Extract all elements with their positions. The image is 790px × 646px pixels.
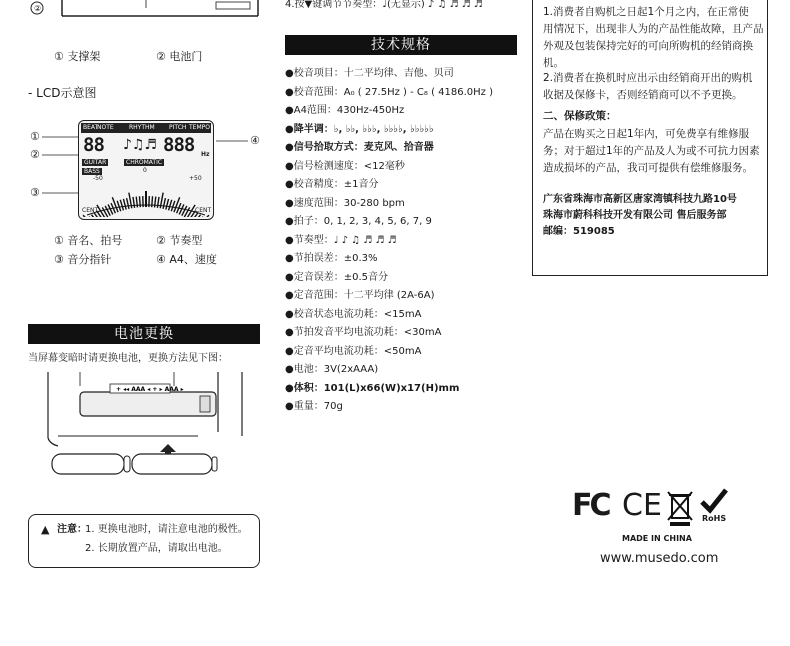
spec-line: ●定音平均电流功耗：<50mA	[285, 345, 422, 357]
para1-line-1: 1.消费者自购机之日起1个月之内，在正常使	[543, 6, 749, 18]
svg-text:②: ②	[34, 4, 42, 13]
spec-line: ●节拍发音平均电流功耗：<30mA	[285, 327, 442, 338]
notes-box	[28, 514, 260, 568]
cent-meter-needles	[79, 165, 213, 217]
address-line-1: 广东省珠海市高新区唐家湾镇科技九路10号	[543, 194, 737, 205]
lcd-plus-label: +50	[189, 175, 202, 182]
lcd-title: - LCD示意图	[28, 86, 97, 100]
para2-line-1: 2.消费者在换机时应出示由经销商开出的购机	[543, 72, 753, 84]
lcd-screen	[78, 120, 214, 220]
device-figure-top	[28, 0, 260, 22]
spec-line: ●节拍误差：±0.3%	[285, 253, 378, 264]
caption-battery-door: ② 电池门	[156, 50, 203, 63]
warranty-para-3	[543, 126, 760, 177]
cent-tick	[155, 197, 156, 208]
spec-line: ●A4范围：430Hz-450Hz	[285, 105, 405, 116]
warranty-para-2	[543, 70, 753, 104]
lcd-rhythm-label: RHYTHM	[129, 124, 155, 131]
lcd-cent-left: CENT	[82, 207, 99, 214]
spec-section-header: 技术规格	[285, 35, 517, 55]
step-4-text: 4.按▼键调节节奏型：♩(无显示) ♪ ♫ ♬ ♬ ♬	[285, 0, 483, 10]
para3-line-2: 务；对于超过1年的产品及人为或不可抗力因素	[543, 145, 760, 157]
cent-tick	[174, 197, 180, 212]
lcd-rhythm-notes: ♪♫♬	[123, 137, 158, 153]
lcd-cent-right: CENT	[195, 207, 212, 214]
lcd-chromatic-label: CHROMATIC	[126, 159, 163, 166]
lcd-note-digits: 88	[83, 134, 104, 156]
website-url: www.musedo.com	[600, 551, 719, 566]
para1-line-4: 机。	[543, 57, 564, 69]
spec-line: ●信号拾取方式：麦克风、拾音器	[285, 142, 434, 153]
fc-logo-icon: FC	[572, 488, 609, 523]
warning-icon: ▲	[41, 523, 50, 536]
caption-stand: ① 支撑架	[54, 50, 101, 63]
cent-tick	[163, 198, 165, 209]
cent-tick	[157, 197, 159, 208]
rohs-check-icon	[700, 488, 728, 514]
para1-line-3: 外观及包装保持完好的可向所购机的经销商换	[543, 40, 753, 52]
cent-tick	[112, 197, 118, 212]
callout-3: ③	[30, 186, 40, 199]
lcd-pitch-label: PITCH	[169, 124, 187, 131]
rohs-label: RoHS	[702, 514, 727, 523]
lcd-tempo-digits: 888	[163, 134, 195, 156]
spec-line: ●校音精度：±1音分	[285, 179, 379, 190]
svg-text:+ ◂◂ AAA ◂ + ▸ AAA ▸: + ◂◂ AAA ◂ + ▸ AAA ▸	[116, 386, 184, 393]
lcd-zero-label: 0	[143, 167, 147, 174]
warranty-policy-title: 二、保修政策：	[543, 110, 617, 122]
note-label: 注意：	[57, 524, 87, 535]
para2-line-2: 收据及保修卡，否则经销商可以不予更换。	[543, 89, 743, 101]
battery-illustration	[28, 372, 260, 482]
cent-tick	[166, 199, 169, 210]
spec-line: ●降半调：♭, ♭♭, ♭♭♭, ♭♭♭♭, ♭♭♭♭♭	[285, 123, 434, 135]
note-1: 1. 更换电池时，请注意电池的极性。	[85, 524, 248, 535]
certification-logos	[570, 488, 740, 528]
spec-line: ●速度范围：30-280 bpm	[285, 197, 405, 209]
cent-tick	[136, 197, 137, 208]
caption-rhythm: ② 节奏型	[156, 234, 203, 247]
caption-a4-tempo: ④ A4、速度	[156, 253, 217, 266]
callout-1: ①	[30, 130, 40, 143]
caption-note-beat: ① 音名、拍号	[54, 234, 123, 247]
lcd-diagram	[28, 118, 278, 228]
spec-line: ●节奏型：♩ ♪ ♫ ♬ ♬ ♬	[285, 234, 397, 246]
spec-line: ●拍子：0, 1, 2, 3, 4, 5, 6, 7, 9	[285, 216, 432, 227]
note-2: 2. 长期放置产品，请取出电池。	[85, 543, 228, 554]
cent-tick	[169, 200, 172, 211]
cent-tick	[120, 200, 123, 211]
lcd-minus-label: -50	[93, 175, 103, 182]
battery-instructions: 当屏幕变暗时请更换电池，更换方法见下图：	[28, 353, 228, 364]
cent-tick	[127, 198, 129, 209]
spec-line: ●定音误差：±0.5音分	[285, 271, 389, 283]
spec-line: ●校音状态电流功耗：<15mA	[285, 308, 422, 320]
lcd-note-label: NOTE	[97, 124, 114, 131]
spec-line: ●定音范围：十二平均律 (2A-6A)	[285, 290, 435, 301]
address-line-2: 珠海市蔚科科技开发有限公司 售后服务部	[543, 210, 727, 221]
warranty-box	[532, 0, 768, 276]
lcd-tempo-label: TEMPO	[189, 124, 210, 131]
callout-4: ④	[250, 134, 260, 147]
warranty-para-1	[543, 4, 764, 72]
ce-logo-icon: CE	[622, 488, 662, 523]
spec-line: ●校音项目：十二平均律、吉他、贝司	[285, 68, 454, 79]
lcd-hz-label: Hz	[201, 151, 210, 158]
lcd-guitar-label: GUITAR	[84, 159, 107, 166]
lcd-bass-label: BASS	[84, 168, 100, 175]
spec-line: ●电池：3V(2xAAA)	[285, 364, 379, 375]
spec-line: ●重量：70g	[285, 401, 343, 412]
para3-line-3: 造成损坏的产品，我司可提供有偿维修服务。	[543, 162, 753, 174]
cent-tick	[133, 197, 135, 208]
spec-line: ●信号检测速度：<12毫秒	[285, 160, 405, 172]
spec-line: ●体积：101(L)x66(W)x17(H)mm	[285, 382, 460, 394]
para1-line-2: 用情况下，出现非人为的产品性能故障，且产品	[543, 23, 764, 35]
made-in-china: MADE IN CHINA	[622, 534, 692, 543]
caption-cent-needle: ③ 音分指针	[54, 253, 112, 266]
weee-bin-icon	[666, 488, 694, 526]
para3-line-1: 产品在购买之日起1年内，可免费享有维修服	[543, 128, 750, 140]
cent-tick	[123, 199, 126, 210]
spec-line: ●校音范围：A₀ ( 27.5Hz ) - C₈ ( 4186.0Hz )	[285, 86, 494, 98]
callout-2: ②	[30, 148, 40, 161]
address-line-3: 邮编：519085	[543, 226, 615, 237]
lcd-beat-label: BEAT	[83, 124, 99, 131]
battery-section-header: 电池更换	[28, 324, 260, 344]
company-address	[543, 192, 737, 240]
